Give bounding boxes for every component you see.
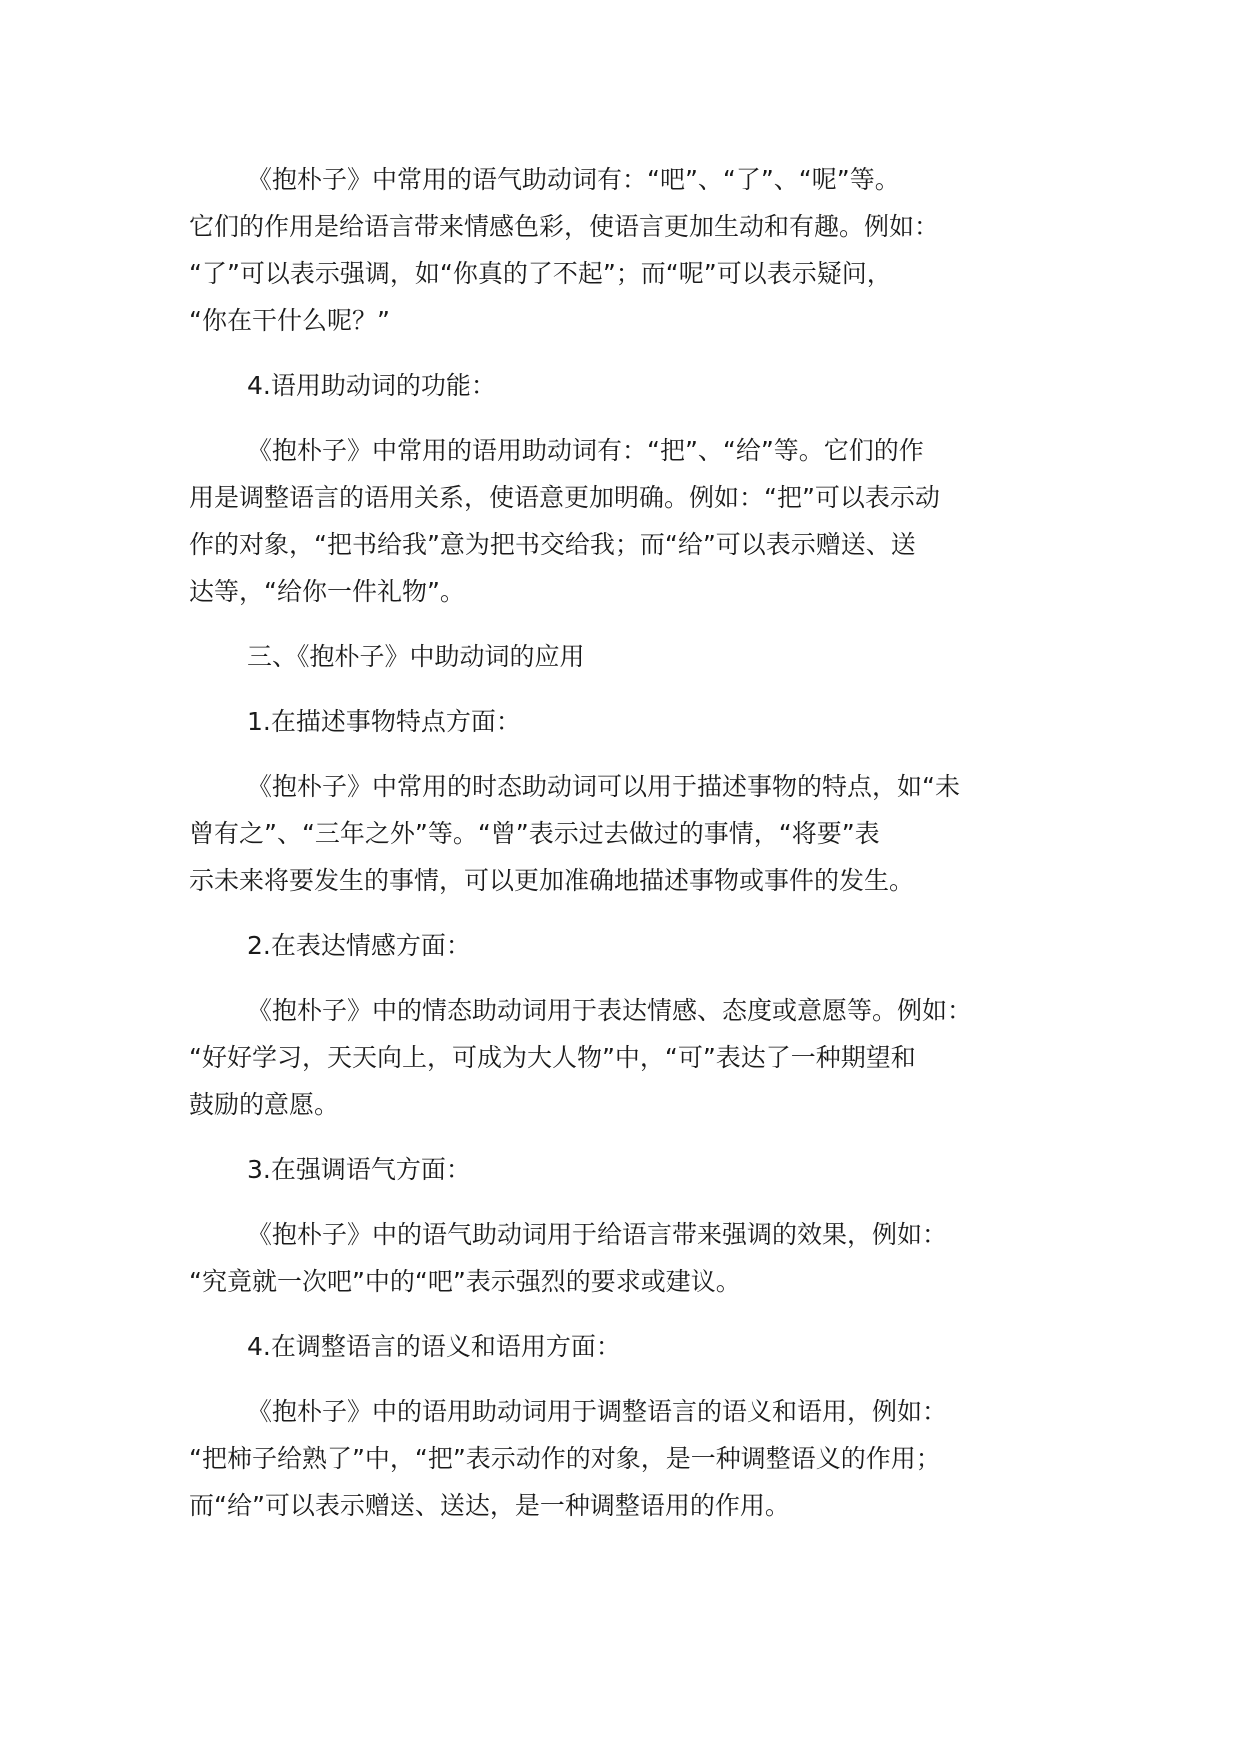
document-body: [189, 156, 1089, 1547]
text-line: “把柿子给熟了”中，“把”表示动作的对象，是一种调整语义的作用；: [189, 1444, 941, 1473]
chapter-heading: [189, 633, 1089, 680]
heading-text: 4.在调整语言的语义和语用方面：: [247, 1332, 621, 1361]
text-line: 曾有之”、“三年之外”等。“曾”表示过去做过的事情，“将要”表: [189, 819, 880, 848]
text-line: 达等，“给你一件礼物”。: [189, 577, 465, 606]
text-line: 《抱朴子》中常用的时态助动词可以用于描述事物的特点，如“未: [247, 772, 960, 801]
heading-text: 1.在描述事物特点方面：: [247, 707, 521, 736]
text-line: “了”可以表示强调，如“你真的了不起”；而“呢”可以表示疑问，: [189, 259, 892, 288]
text-line: 用是调整语言的语用关系，使语意更加明确。例如：“把”可以表示动: [189, 483, 940, 512]
text-line: 鼓励的意愿。: [189, 1090, 340, 1119]
section-heading: [189, 362, 1089, 409]
paragraph-modal-particles: [189, 156, 1089, 344]
text-line: 《抱朴子》中的情态助动词用于表达情感、态度或意愿等。例如：: [247, 996, 973, 1025]
paragraph-pragmatic-particles: [189, 427, 1089, 615]
text-line: 《抱朴子》中的语用助动词用于调整语言的语义和语用，例如：: [247, 1397, 948, 1426]
text-line: 示未来将要发生的事情，可以更加准确地描述事物或事件的发生。: [189, 866, 915, 895]
heading-text: 3.在强调语气方面：: [247, 1155, 471, 1184]
paragraph-expressing-emotion: [189, 987, 1089, 1128]
paragraph-describing-features: [189, 763, 1089, 904]
text-line: 作的对象，“把书给我”意为把书交给我；而“给”可以表示赠送、送: [189, 530, 916, 559]
heading-text: 4.语用助动词的功能：: [247, 371, 496, 400]
text-line: “好好学习，天天向上，可成为大人物”中，“可”表达了一种期望和: [189, 1043, 916, 1072]
text-line: 而“给”可以表示赠送、送达，是一种调整语用的作用。: [189, 1491, 790, 1520]
paragraph-emphasis: [189, 1211, 1089, 1305]
heading-text: 2.在表达情感方面：: [247, 931, 471, 960]
section-heading: [189, 1146, 1089, 1193]
heading-text: 三、《抱朴子》中助动词的应用: [247, 642, 585, 671]
text-line: 《抱朴子》中常用的语气助动词有：“吧”、“了”、“呢”等。: [247, 165, 900, 194]
section-heading: [189, 922, 1089, 969]
section-heading: [189, 1323, 1089, 1370]
text-line: 它们的作用是给语言带来情感色彩，使语言更加生动和有趣。例如：: [189, 212, 940, 241]
text-line: 《抱朴子》中的语气助动词用于给语言带来强调的效果，例如：: [247, 1220, 948, 1249]
text-line: 《抱朴子》中常用的语用助动词有：“把”、“给”等。它们的作: [247, 436, 924, 465]
section-heading: [189, 698, 1089, 745]
paragraph-semantics-pragmatics: [189, 1388, 1089, 1529]
text-line: “你在干什么呢？”: [189, 306, 390, 335]
text-line: “究竟就一次吧”中的“吧”表示强烈的要求或建议。: [189, 1267, 741, 1296]
